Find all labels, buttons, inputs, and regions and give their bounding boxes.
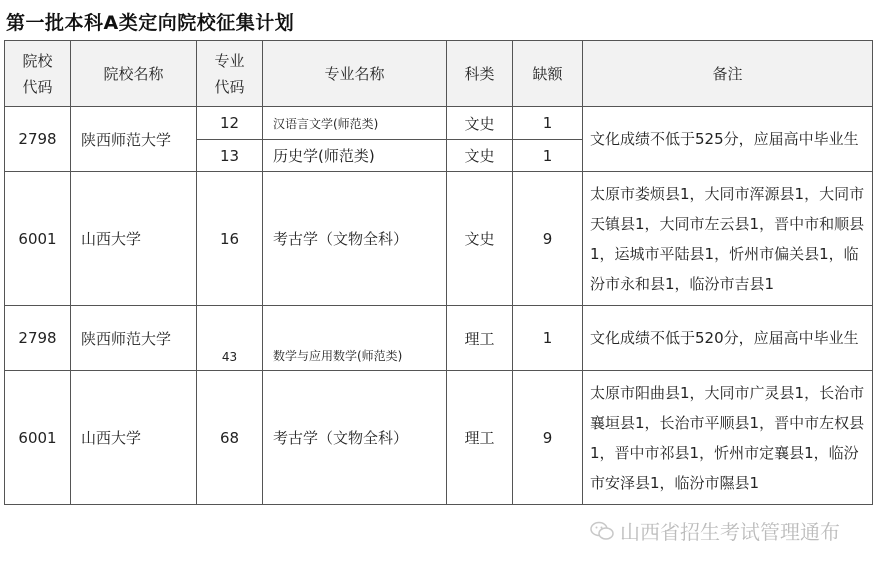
header-vacancy: 缺额 (513, 41, 583, 107)
school-code-cell: 2798 (5, 306, 71, 371)
table-row (5, 172, 873, 306)
major-name-cell: 考古学（文物全科） (263, 371, 447, 505)
school-code-cell: 6001 (5, 172, 71, 306)
header-category: 科类 (447, 41, 513, 107)
major-code-cell: 68 (197, 371, 263, 505)
school-name-cell: 山西大学 (71, 371, 197, 505)
vacancy-cell: 1 (513, 107, 583, 140)
school-name-cell: 山西大学 (71, 172, 197, 306)
category-cell: 文史 (447, 172, 513, 306)
page-title: 第一批本科A类定向院校征集计划 (6, 12, 295, 34)
header-school-code: 院校代码 (5, 41, 71, 107)
header-major-code: 专业代码 (197, 41, 263, 107)
note-cell: 太原市娄烦县1，大同市浑源县1，大同市天镇县1，大同市左云县1，晋中市和顺县1，运城市平陆县1，忻州市偏关县1，临汾市永和县1，临汾市吉县1 (583, 172, 873, 306)
watermark (590, 516, 840, 545)
header-major-name: 专业名称 (263, 41, 447, 107)
wechat-icon (590, 521, 614, 541)
major-code-cell: 12 (197, 107, 263, 140)
vacancy-cell: 9 (513, 172, 583, 306)
header-note: 备注 (583, 41, 873, 107)
school-code-cell: 2798 (5, 107, 71, 172)
major-name-cell: 汉语言文学(师范类) (263, 107, 447, 140)
table-header-row (5, 41, 873, 107)
table-row (5, 371, 873, 505)
major-name-cell: 数学与应用数学(师范类) (263, 306, 447, 371)
watermark-text: 山西省招生考试管理通布 (620, 520, 840, 544)
category-cell: 文史 (447, 107, 513, 140)
enrollment-plan-table (4, 40, 873, 505)
table-row (5, 306, 873, 371)
note-cell: 文化成绩不低于525分，应届高中毕业生 (583, 107, 873, 172)
vacancy-cell: 1 (513, 306, 583, 371)
vacancy-cell: 1 (513, 140, 583, 172)
major-name-cell: 考古学（文物全科） (263, 172, 447, 306)
vacancy-cell: 9 (513, 371, 583, 505)
category-cell: 理工 (447, 371, 513, 505)
category-cell: 文史 (447, 140, 513, 172)
header-school-name: 院校名称 (71, 41, 197, 107)
school-name-cell: 陕西师范大学 (71, 107, 197, 172)
school-code-cell: 6001 (5, 371, 71, 505)
note-cell: 太原市阳曲县1，大同市广灵县1，长治市襄垣县1，长治市平顺县1，晋中市左权县1，晋中市祁县1，忻州市定襄县1，临汾市安泽县1，临汾市隰县1 (583, 371, 873, 505)
major-code-cell: 13 (197, 140, 263, 172)
school-name-cell: 陕西师范大学 (71, 306, 197, 371)
category-cell: 理工 (447, 306, 513, 371)
major-code-cell: 16 (197, 172, 263, 306)
table-row (5, 107, 873, 140)
note-cell: 文化成绩不低于520分，应届高中毕业生 (583, 306, 873, 371)
major-code-cell: 43 (197, 306, 263, 371)
major-name-cell: 历史学(师范类) (263, 140, 447, 172)
